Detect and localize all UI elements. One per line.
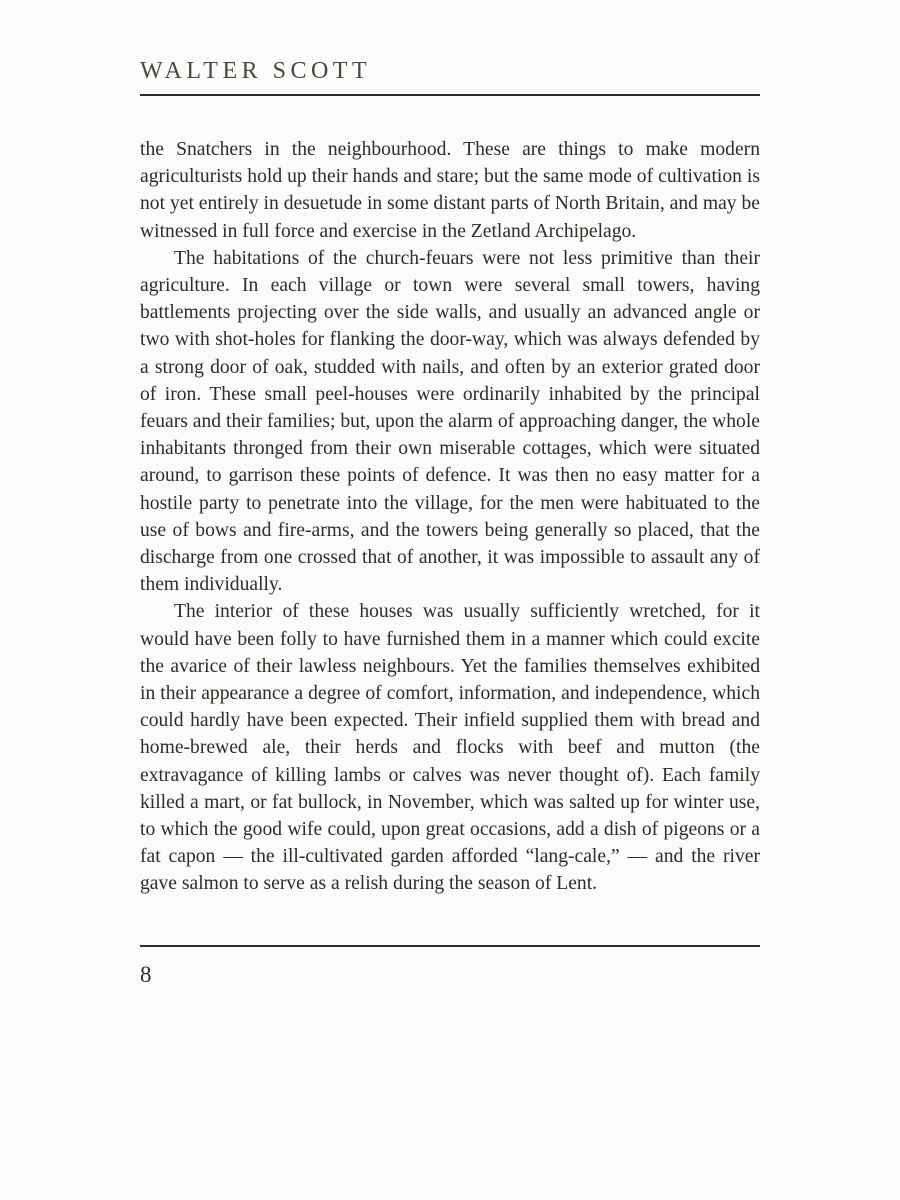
header-rule: [140, 94, 760, 96]
page-header-title: WALTER SCOTT: [140, 58, 372, 84]
page-header: [140, 58, 760, 96]
paragraph-1: the Snatchers in the neighbourhood. These are things to make modern agriculturists hold up their hands and stare; but the same mode of cultivation is not yet entirely in desuetude in some distant parts of North Britain, and may be witnessed in full force and exercise in the Zetland Archipelago.: [140, 139, 760, 242]
footer-rule: [140, 945, 760, 947]
paragraph-2: The habitations of the church-feuars were not less primitive than their agriculture. In each village or town were several small towers, having battlements projecting over the side walls, and usually an advanced angle or two with shot-holes for flanking the door-way, which was always defended by a strong door of oak, studded with nails, and often by an exterior grated door of iron. These small peel-houses were ordinarily inhabited by the principal feuars and their families; but, upon the alarm of approaching danger, the whole inhabitants thronged from their own miserable cottages, which were situated around, to garrison these points of defence. It was then no easy matter for a hostile party to penetrate into the village, for the men were habituated to the use of bows and fire-arms, and the towers being generally so placed, that the discharge from one crossed that of another, it was impossible to assault any of them individually.: [140, 247, 760, 596]
page-number: 8: [140, 961, 152, 987]
body-text: [140, 136, 760, 898]
page-footer: [140, 945, 760, 988]
paragraph-3: The interior of these houses was usually sufficiently wretched, for it would have been folly to have furnished them in a manner which could excite the avarice of their lawless neighbours. Yet the families themselves exhibited in their appearance a degree of comfort, information, and independence, which could hardly have been expected. Their infield supplied them with bread and home-brewed ale, their herds and flocks with beef and mutton (the extravagance of killing lambs or calves was never thought of). Each family killed a mart, or fat bullock, in November, which was salted up for winter use, to which the good wife could, upon great occasions, add a dish of pigeons or a fat capon — the ill-cultivated garden afforded “lang-cale,” — and the river gave salmon to serve as a relish during the season of Lent.: [140, 601, 760, 895]
